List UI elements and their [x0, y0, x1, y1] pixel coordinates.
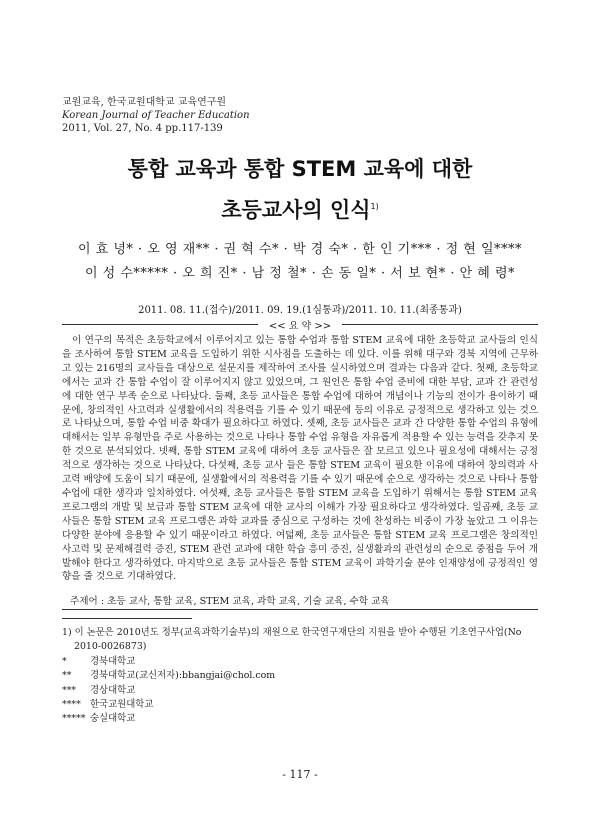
footnote-text: 한국교원대학교: [90, 699, 154, 711]
abstract-text: 이 연구의 목적은 초등학교에서 이루어지고 있는 통합 수업과 통합 STEM 교육에 대한 초등학교 교사들의 인식을 조사하여 통합 STEM 교육을 도입하기 위한 시사점을 도출하는 데 있다. 이를 위해 대구와 경북 지역에 근무하고 있는 216명의 교사들을 대상으로 설문지를 제작하여 조사를 실시하였으며 결과는 다음과 같다. 첫째, 초등학교에서는 교과 간 통합 수업이 잘 이루어지지 않고 있었으며, 그 원인은 통합 수업 준비에 대한 부담, 교과 간 관련성에 대한 연구 부족 순으로 나타났다. 둘째, 초등 교사들은 통합 수업에 대하여 개념이나 기능의 전이가 용이하기 때문에, 창의적인 사고력과 실생활에서의 적용력을 기를 수 있기 때문에 등의 이유로 긍정적으로 생각하고 있는 것으로 나타났으며, 통합 수업 비중 확대가 필요하다고 하였다. 셋째, 초등 교사들은 교과 간 다양한 통합 수업의 유형에 대해서는 일부 유형만을 주로 사용하는 것으로 나타나 통합 수업 유형을 자유롭게 적용할 수 있는 능력을 갖추지 못한 것으로 분석되었다. 넷째, 통합 STEM 교육에 대하여 초등 교사들은 잘 모르고 있으나 필요성에 대해서는 긍정적으로 생각하는 것으로 나타났다. 다섯째, 초등 교사 들은 통합 STEM 교육이 필요한 이유에 대하여 창의력과 사고력 배양에 도움이 되기 때문에, 실생활에서의 적용력을 기를 수 있기 때문에 순으로 생각하는 것으로 나타나 통합 수업에 대한 생각과 일치하였다. 여섯째, 초등 교사들은 통합 STEM 교육을 도입하기 위해서는 통합 STEM 교육 프로그램의 개발 및 보급과 통합 STEM 교육에 대한 교사의 이해가 가장 필요하다고 생각하였다. 일곱째, 초등 교사들은 통합 STEM 교육 프로그램은 과학 교과를 중심으로 구성하는 것에 찬성하는 비중이 가장 높았고 그 이유는 다양한 분야에 응용할 수 있기 때문이라고 하였다. 여덟째, 초등 교사들은 통합 STEM 교육 프로그램은 창의적인 사고력 및 문제해결력 증진, STEM 관련 교과에 대한 학습 흥미 증진, 실생활과의 관련성의 순으로 중점을 두어 개발해야 한다고 생각하였다. 마지막으로 초등 교사들은 통합 STEM 교육이 과학기술 분야 인재양성에 긍정적인 영향을 줄 것으로 기대하였다.: [62, 335, 538, 583]
footnote-mark: **: [62, 670, 72, 682]
abstract-heading: [62, 317, 538, 331]
footnote-text: 경상대학교: [90, 684, 136, 696]
footnote-mark: ****: [62, 699, 81, 711]
footnote-rule: [62, 618, 192, 619]
footnote-text: 이 논문은 2010년도 정부(교육과학기술부)의 재원으로 한국연구재단의 지원을 받아 수행된 기초연구사업(No 2010-0026873): [74, 627, 522, 653]
title-line-1: 통합 교육과 통합 STEM 교육에 대한: [127, 157, 473, 181]
abstract-body: [62, 334, 538, 584]
submission-dates: 2011. 08. 11.(접수)/2011. 09. 19.(1심통과)/2011. 10. 11.(최종통과): [138, 305, 462, 316]
author-list: [0, 238, 600, 286]
authors-line-1: 이 효 녕* · 오 영 재** · 권 혁 수* · 박 경 숙* · 한 인 기*** · 정 현 일****: [77, 242, 523, 257]
footnote-mark: 1): [62, 627, 72, 638]
footnote-text: 숭실대학교: [90, 713, 136, 725]
journal-volume: 2011, Vol. 27, No. 4 pp.117-139: [62, 123, 223, 134]
footnote-mark: *****: [62, 713, 86, 725]
title-line-2: [0, 188, 600, 229]
footnotes: [62, 626, 538, 727]
page-number: - 117 -: [282, 768, 318, 781]
footnote-mark: *: [62, 655, 67, 667]
paper-title: [0, 150, 600, 229]
footnote-affiliation: [62, 655, 538, 669]
journal-name-korean: 교원교육, 한국교원대학교 교육연구원: [62, 97, 227, 108]
keywords-divider: [62, 609, 538, 610]
keywords: 주제어 : 초등 교사, 통합 교육, STEM 교육, 과학 교육, 기술 교육, 수학 교육: [70, 596, 390, 607]
title-footnote-mark: 1): [370, 202, 379, 211]
footnote-affiliation: [62, 712, 538, 726]
title-line-2-text: 초등교사의 인식: [221, 198, 371, 222]
footnote-affiliation: [62, 698, 538, 712]
footnote-text: 경북대학교(교신저자):bbangjai@chol.com: [90, 670, 276, 682]
footnote-affiliation: [62, 669, 538, 683]
journal-info: [62, 96, 250, 135]
journal-name-english: Korean Journal of Teacher Education: [62, 110, 250, 121]
footnote-mark: ***: [62, 684, 77, 696]
footnote-funding: [62, 626, 538, 655]
abstract-rule-right: [342, 324, 538, 325]
authors-line-2: 이 성 수***** · 오 희 진* · 남 정 철* · 손 동 일* · 서 보 현* · 안 혜 령*: [84, 266, 516, 281]
footnote-text: 경북대학교: [90, 655, 136, 667]
abstract-label: << 요 약 >>: [268, 321, 332, 332]
footnote-affiliation: [62, 684, 538, 698]
